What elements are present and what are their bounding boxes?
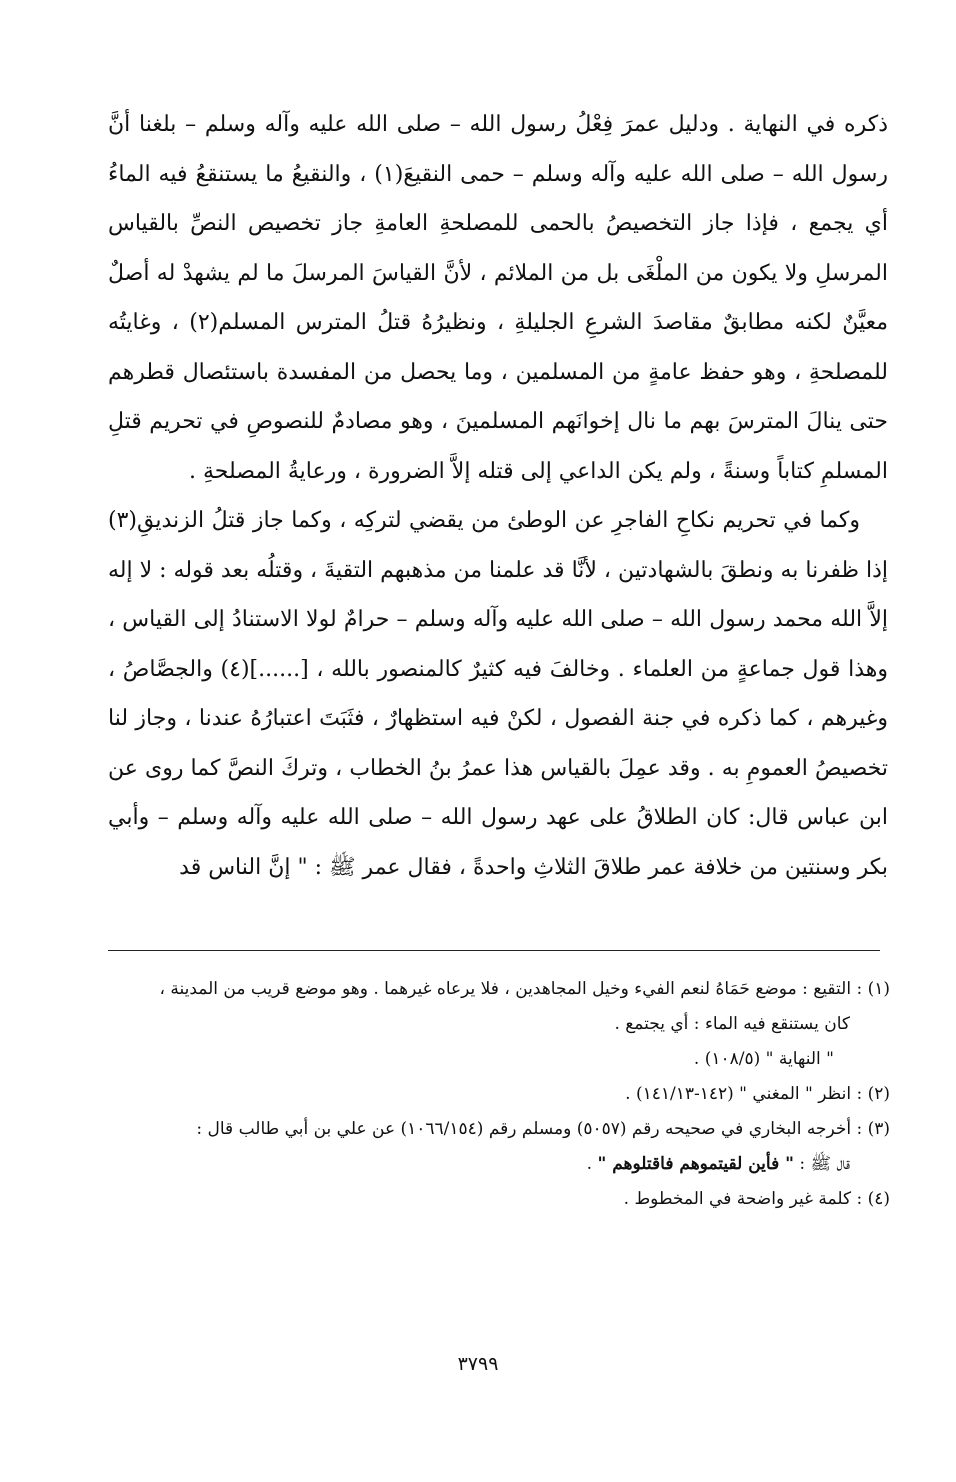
footnote-1-source: " النهاية " (١٠٨/٥) . xyxy=(693,1049,834,1069)
footnote-1: (١) : التقيع : موضع حَمَاهُ لنعم الفيء وخيل المجاهدين ، فلا يرعاه غيرهما . وهو موضع قريب من المدينة ، xyxy=(159,979,890,999)
footnote-4: (٤) : كلمة غير واضحة في المخطوط . xyxy=(623,1189,890,1209)
footnote-1-continuation: كان يستنقع فيه الماء : أي يجتمع . xyxy=(614,1014,850,1034)
footnote-3-continuation xyxy=(108,1147,890,1182)
footnote-3: (٣) : أخرجه البخاري في صحيحه رقم (٥٠٥٧) ومسلم رقم (١٠٦٦/١٥٤) عن علي بن أبي طالب قال : xyxy=(196,1119,890,1139)
main-paragraph: ذكره في النهاية . ودليل عمرَ فِعْلُ رسول الله – صلى الله عليه وآله وسلم – بلغنا أنَّ رسول الله – صلى الله عليه وآله وسلم – حمى النقيعَ(١) ، والنقيعُ ما يستنقعُ فيه الماءُ أي يجمع ، فإذا جاز التخصيصُ بالحمى للمصلحةِ العامةِ جاز تخصيص النصِّ بالقياس المرسلِ ولا يكون من الملْغَى بل من الملائم ، لأنَّ القياسَ المرسلَ ما لم يشهدْ له أصلٌ معيَّنٌ لكنه مطابقٌ مقاصدَ الشرعِ الجليلةِ ، ونظيرُهُ قتلُ المترس المسلم(٢) ، وغايتُه للمصلحةِ ، وهو حفظ عامةٍ من المسلمين ، وما يحصل من المفسدة باستئصال قطرهم حتى ينالَ المترسَ بهم ما نال إخوانَهم المسلمينَ ، وهو مصادمٌ للنصوصِ في تحريم قتلِ المسلمِ كتاباً وسنةً ، ولم يكن الداعي إلى قتله إلاَّ الضرورة ، ورعايةُ المصلحةِ . xyxy=(108,112,888,484)
footnote-separator xyxy=(108,950,880,951)
main-paragraph: وكما في تحريم نكاحِ الفاجرِ عن الوطئ من يقضي لتركِه ، وكما جاز قتلُ الزنديقِ(٣) إذا ظفرنا به ونطقَ بالشهادتين ، لأنَّا قد علمنا من مذهبهم التقيةَ ، وقتلُه بعد قوله : لا إله إلاَّ الله محمد رسول الله – صلى الله عليه وآله وسلم – حرامٌ لولا الاستنادُ إلى القياس ، وهذا قول جماعةٍ من العلماء . وخالفَ فيه كثيرٌ كالمنصور بالله ، [......](٤) والجصَّاصُ ، وغيرهم ، كما ذكره في جنة الفصول ، لكنْ فيه استظهارٌ ، فثَبَتَ اعتبارُهُ عندنا ، وجاز لنا تخصيصُ العمومِ به . وقد عمِلَ بالقياس هذا عمرُ بنُ الخطاب ، وتركَ النصَّ كما روى عن ابن عباس قال: كان الطلاقُ على عهد رسول الله – صلى الله عليه وآله وسلم – وأبي بكر وسنتين من خلافة عمر طلاقَ الثلاثِ واحدةً ، فقال عمر ﷺ : " إنَّ الناس قد xyxy=(108,508,888,880)
footnote-3-quote: " فأين لقيتموهم فاقتلوهم " xyxy=(597,1154,794,1174)
footnotes xyxy=(108,972,890,1217)
footnote-3-suffix: . xyxy=(586,1154,598,1174)
page-number: ٣٧٩٩ xyxy=(457,1353,499,1375)
main-text xyxy=(108,100,888,892)
footnote-3-prefix: قال ﷺ : xyxy=(793,1154,850,1174)
footnote-2: (٢) : انظر " المغني " (١٤٢-١٤١/١٣) . xyxy=(625,1084,890,1104)
